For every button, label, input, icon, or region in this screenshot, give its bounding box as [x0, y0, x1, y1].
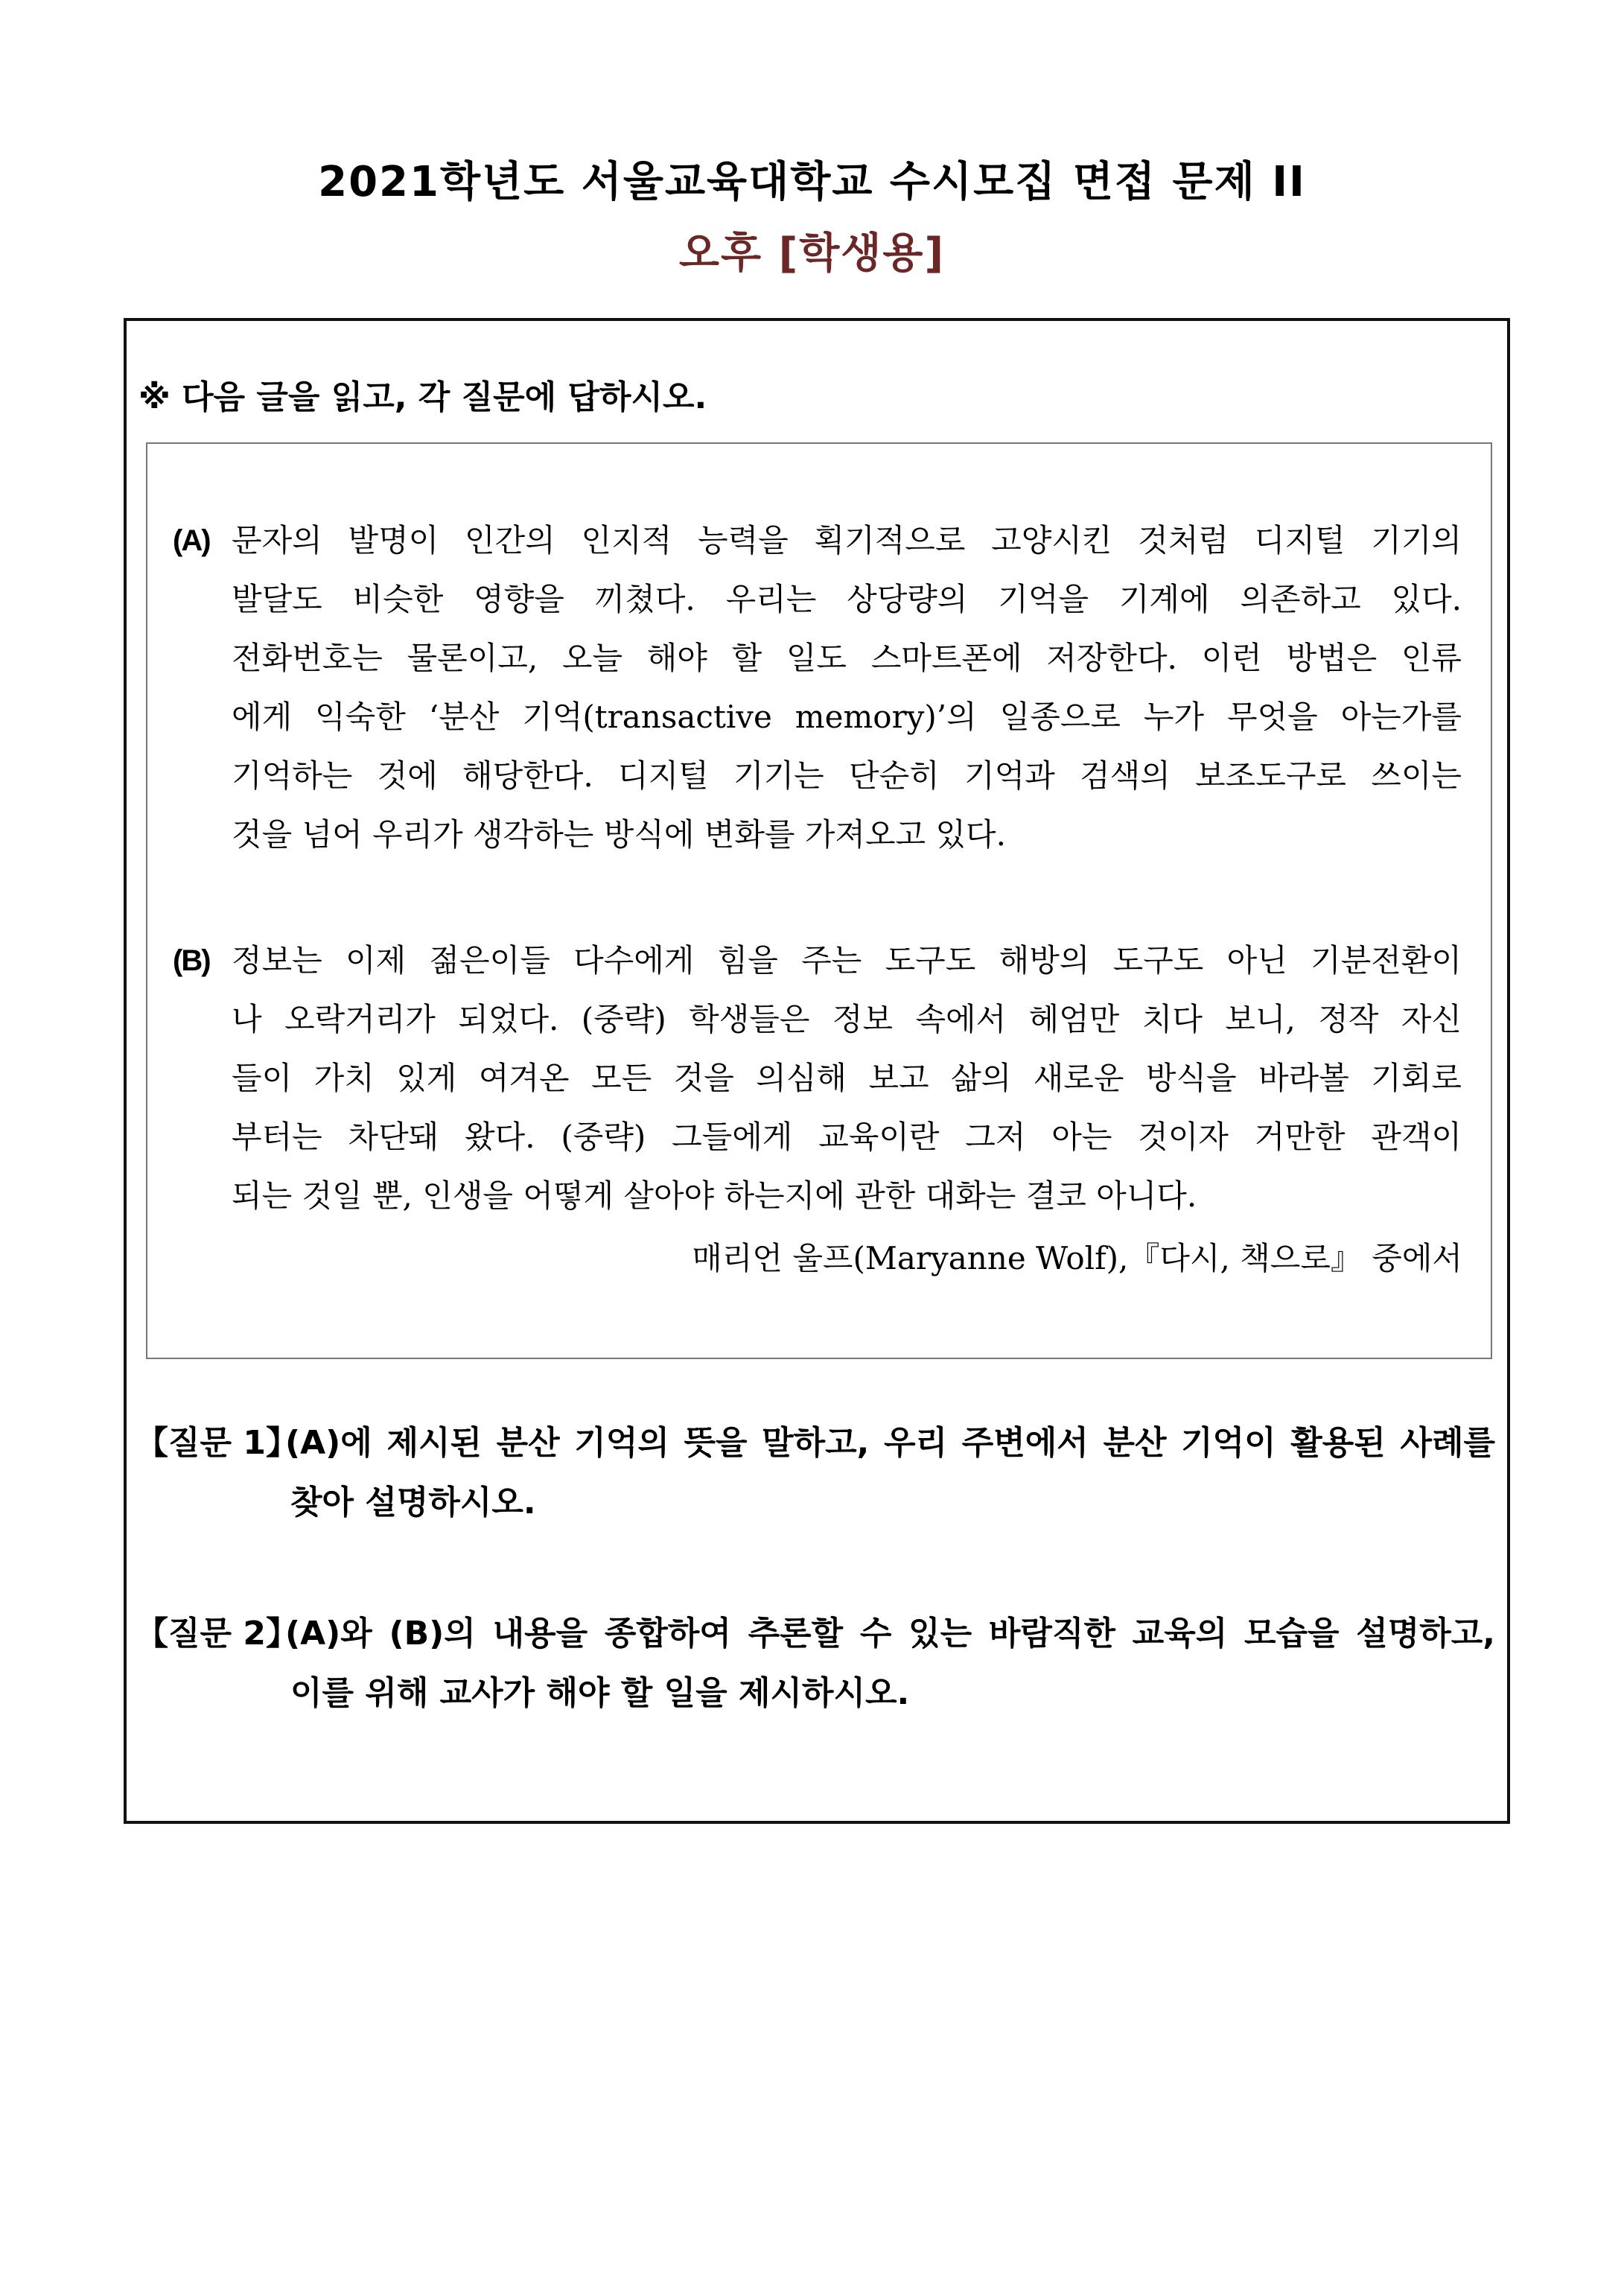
page-title: 2021학년도 서울교육대학교 수시모집 면접 문제 II [318, 158, 1306, 206]
instruction: ※ 다음 글을 읽고, 각 질문에 답하시오. [138, 378, 707, 416]
page-subtitle: 오후 [학생용] [678, 229, 946, 278]
question-2-line: (A)와 (B)의 내용을 종합하여 추론할 수 있는 바람직한 교육의 모습을 설명하고, [285, 1615, 1495, 1653]
passage-a-line: 기억하는 것에 해당한다. 디지털 기기는 단순히 기억과 검색의 보조도구로 쓰이는 [232, 757, 1462, 794]
passage-a-line: 발달도 비슷한 영향을 끼쳤다. 우리는 상당량의 기억을 기계에 의존하고 있다. [232, 581, 1462, 617]
question-1-line: (A)에 제시된 분산 기억의 뜻을 말하고, 우리 주변에서 분산 기억이 활용된 사례를 [285, 1424, 1495, 1462]
passage-a-line: 문자의 발명이 인간의 인지적 능력을 획기적으로 고양시킨 것처럼 디지털 기기의 [232, 522, 1462, 559]
passage-a-line: 것을 넘어 우리가 생각하는 방식에 변화를 가져오고 있다. [232, 816, 1006, 853]
question-2-line: 이를 위해 교사가 해야 할 일을 제시하시오. [290, 1674, 910, 1712]
passage-b-label: (B) [173, 944, 210, 977]
passage-b-line: 정보는 이제 젊은이들 다수에게 힘을 주는 도구도 해방의 도구도 아닌 기분전환이 [232, 942, 1462, 979]
passage-a-label: (A) [173, 524, 210, 557]
passage-a-line: 에게 익숙한 ‘분산 기억(transactive memory)’의 일종으로 누가 무엇을 아는가를 [232, 699, 1462, 735]
passage-a-line: 전화번호는 물론이고, 오늘 해야 할 일도 스마트폰에 저장한다. 이런 방법은 인류 [232, 640, 1462, 676]
question-1-line: 찾아 설명하시오. [290, 1484, 536, 1521]
passage-b-line: 되는 것일 뿐, 인생을 어떻게 살아야 하는지에 관한 대화는 결코 아니다. [232, 1177, 1197, 1214]
passage-b-line: 부터는 차단돼 왔다. (중략) 그들에게 교육이란 그저 아는 것이자 거만한 관객이 [232, 1119, 1462, 1155]
passage-b-line: 들이 가치 있게 여겨온 모든 것을 의심해 보고 삶의 새로운 방식을 바라볼 기회로 [232, 1060, 1462, 1096]
passage-b-line: 나 오락거리가 되었다. (중략) 학생들은 정보 속에서 헤엄만 치다 보니, 정작 자신 [232, 1001, 1462, 1037]
question-1-label: 【질문 1】 [136, 1424, 299, 1462]
question-2-label: 【질문 2】 [136, 1615, 299, 1653]
citation: 매리언 울프(Maryanne Wolf),『다시, 책으로』 중에서 [692, 1240, 1462, 1276]
